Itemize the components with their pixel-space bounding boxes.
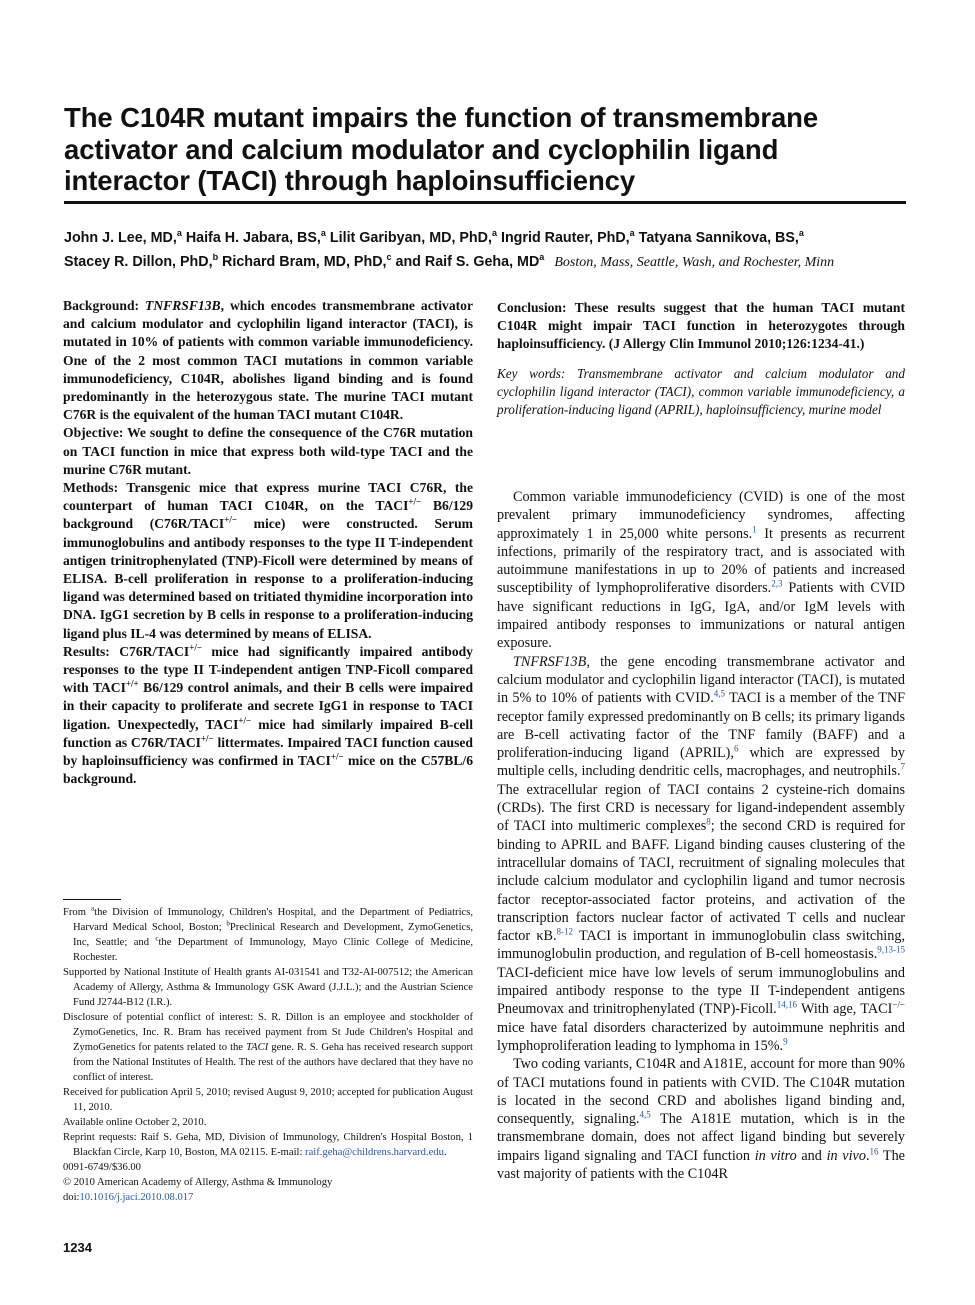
abstract-text: Transgenic mice that express murine TACI C76R, the counterpart of human TACI C104R, on the TACI	[63, 480, 474, 514]
body-paragraph	[497, 653, 905, 1056]
affil-mark: b	[212, 252, 219, 263]
citation-link[interactable]: 6	[733, 743, 739, 754]
author: Haifa H. Jabara, BS,	[185, 230, 321, 246]
abstract-objective	[63, 424, 473, 479]
italic-term: in vivo	[826, 1147, 866, 1164]
affil-mark: a	[798, 228, 804, 239]
body-text-run: Common variable immunodeficiency (CVID) is one of the most prevalent primary immunodeficiency syndromes, affecting approximately 1 in 25,000 white persons.	[497, 489, 905, 542]
body-text-run: , the gene encoding transmembrane activator and calcium modulator and cyclophilin ligand interactor (TACI), is mutated in 5% to 10% of patients with CVID.	[497, 653, 905, 707]
section-label: Objective:	[63, 425, 124, 441]
abstract-text: B6/129 control animals, and their B cells were impaired in their capacity to proliferate and secrete IgG1 in response to TACI ligation. Unexpectedly, TACI	[63, 680, 474, 732]
paper-title: The C104R mutant impairs the function of transmembrane activator and calcium modulator and cyclophilin ligand interactor (TACI) through haploinsufficiency	[64, 102, 819, 196]
author-list	[64, 226, 964, 275]
abstract	[63, 297, 473, 788]
abstract-text: C76R/TACI	[119, 643, 190, 659]
genotype-sup: +/−	[224, 514, 237, 525]
footnote-text: gene. R. S. Geha has received research support from the National Institutes of Health. The rest of the authors have declared that they have no conflict of interest.	[73, 1042, 473, 1083]
genotype-sup: +/−	[189, 642, 202, 653]
body-paragraph	[497, 1055, 905, 1183]
affil-mark: c	[155, 934, 159, 943]
section-label: Methods:	[63, 480, 119, 496]
body-text-run: TACI is a member of the TNF receptor family expressed predominantly on B cells; its primary ligands are B-cell activating factor of the TNF family (BAFF) and a proliferation-inducing ligand (APRIL),	[497, 690, 905, 762]
footnote-affiliations	[63, 905, 473, 965]
body-text-run: Patients with CVID have significant reductions in IgG, IgA, and/or IgM levels with impaired antibody responses to immunizations or natural antigen exposure.	[497, 580, 905, 652]
author: Stacey R. Dillon, PhD,	[64, 254, 213, 270]
citation-link[interactable]: 16	[869, 1145, 879, 1156]
citation-link[interactable]: 9	[783, 1036, 788, 1047]
gene-name: TNFRSF13B	[513, 653, 587, 670]
genotype-sup: +/+	[125, 678, 139, 689]
body-text-run: The extracellular region of TACI contains 2 cysteine-rich domains (CRDs). The first CRD is necessary for ligand-independent assembly of TACI into multimeric complexes	[497, 781, 905, 835]
affil-mark: a	[320, 228, 326, 239]
abstract-results	[63, 643, 473, 789]
footnote-text: From	[63, 907, 92, 918]
footnote-received: Received for publication April 5, 2010; revised August 9, 2010; accepted for publication August 11, 2010.	[63, 1087, 473, 1113]
citation-link[interactable]: 2,3	[771, 578, 783, 589]
footnote-issn: 0091-6749/$36.00	[63, 1162, 141, 1173]
section-label: Conclusion:	[497, 300, 567, 315]
keywords-label: Key words:	[497, 366, 566, 381]
body-text-run: The A181E mutation, which is in the transmembrane domain, does not affect ligand binding but severely impairs ligand signaling and TACI function	[497, 1111, 905, 1164]
body-text-run: Two coding variants, C104R and A181E, account for more than 90% of TACI mutations found in patients with CVID. The C104R mutation is located in the second CRD and abolishes ligand binding and, consequently, signaling.	[497, 1056, 905, 1128]
email-link[interactable]: raif.geha@childrens.harvard.edu	[305, 1147, 444, 1158]
abstract-background	[63, 297, 473, 424]
citation-link[interactable]: 1	[752, 523, 757, 534]
affil-mark: a	[539, 252, 545, 263]
body-text-run: which are expressed by multiple cells, including dendritic cells, macrophages, and neutrophils.	[497, 745, 905, 780]
body-text-run: ; the second CRD is required for binding to APRIL and BAFF. Ligand binding causes clustering of the intracellular domains of TACI, recruitment of signaling molecules that include calcium modulator and cyclophilin ligand and tumor necrosis factor receptor-associated factor proteins, and activation of the transcription factors nuclear factor of activated T cells and nuclear factor κB.	[497, 818, 905, 945]
citation-link[interactable]: 8	[706, 816, 711, 827]
author: and Raif S. Geha, MD	[395, 254, 540, 270]
genotype-sup: +/−	[200, 733, 214, 744]
section-label: Background:	[63, 298, 140, 313]
footnote-text: .	[443, 1147, 447, 1158]
abstract-text: B6/129 background (C76R/TACI	[63, 498, 473, 532]
abstract-text: mice) were constructed. Serum immunoglobulins and antibody responses to the type II T-independent antigen trinitrophenylated (TNP)-Ficoll were determined by means of ELISA. B-cell proliferation in response to a proliferation-inducing ligand was determined based on tritiated thymidine incorporation into DNA. IgG1 secretion by B cells in response to a proliferation-inducing ligand plus IL-4 was determined by means of ELISA.	[63, 516, 473, 641]
affil-mark: c	[386, 252, 392, 263]
page-number: 1234	[63, 1240, 92, 1255]
affil-mark: a	[176, 228, 182, 239]
keywords-text: Transmembrane activator and calcium modulator and cyclophilin ligand interactor (TACI), common variable immunodeficiency, a proliferation-inducing ligand (APRIL), haploinsufficiency, murine model	[497, 366, 905, 418]
citation-link[interactable]: 4,5	[713, 688, 725, 699]
footnote-funding: Supported by National Institute of Health grants AI-031541 and T32-AI-007512; the American Academy of Allergy, Asthma & Immunology GSK Award (J.J.L.); and the Austrian Science Fund J2744-B12 (I.R.).	[63, 967, 473, 1008]
affil-mark: a	[91, 904, 95, 913]
abstract-methods	[63, 479, 473, 643]
citation-link[interactable]: 4,5	[639, 1109, 651, 1120]
affil-mark: b	[226, 919, 230, 928]
footnote-conflict	[63, 1010, 473, 1085]
gene-name: TNFRSF13B	[145, 298, 221, 313]
body-text-run: and	[796, 1147, 827, 1164]
genotype-sup: +/−	[330, 751, 344, 762]
body-text-run: .	[865, 1147, 870, 1164]
citation-link[interactable]: 7	[900, 761, 905, 772]
body-text-run: TACI is important in immunoglobulin class switching, immunoglobulin production, and regulation of B-cell homeostasis.	[497, 928, 905, 963]
footnote-text: the Division of Immunology, Children's Hospital, and the Department of Pediatrics, Harvard Medical School, Boston;	[73, 907, 473, 933]
author: John J. Lee, MD,	[64, 230, 177, 246]
genotype-sup: +/−	[238, 715, 252, 726]
abstract-text: These results suggest that the human TACI mutant C104R might impair TACI function in heterozygotes through haploinsufficiency. (J Allergy Clin Immunol 2010;126:1234-41.)	[497, 300, 905, 352]
body-text-run: It presents as recurrent infections, primarily of the respiratory tract, and is associated with autoimmune manifestations in up to 20% of patients and increased susceptibility of lymphoproliferative disorders.	[497, 525, 905, 597]
affiliation-places: Boston, Mass, Seattle, Wash, and Rochester, Minn	[554, 255, 835, 270]
footnote-text: Preclinical Research and Development, ZymoGenetics, Inc, Seattle; and	[73, 922, 473, 948]
body-text-run: With age, TACI	[796, 1001, 893, 1018]
genotype-sup: −/−	[892, 999, 906, 1010]
author: Tatyana Sannikova, BS,	[638, 230, 799, 246]
abstract-text: mice had similarly impaired B-cell function as C76R/TACI	[63, 716, 473, 750]
footnote-text: the Department of Immunology, Mayo Clinic College of Medicine, Rochester.	[73, 937, 473, 963]
abstract-text: mice on the C57BL/6 background.	[63, 753, 474, 787]
footnote-doi	[63, 1190, 473, 1205]
citation-link[interactable]: 8-12	[556, 926, 573, 937]
abstract-text: mice had significantly impaired antibody responses to the type II T-independent antigen TNP-Ficoll compared with TACI	[63, 643, 473, 696]
body-text-run: The vast majority of patients with the C104R	[497, 1147, 905, 1182]
body-text	[497, 488, 905, 1183]
gene-name: TACI	[246, 1042, 269, 1053]
body-text-run: mice have fatal disorders characterized by autoimmune nephritis and lymphoproliferation leading to lymphoma in 15%.	[497, 1019, 905, 1054]
italic-term: in vitro	[754, 1147, 797, 1164]
footnote-text: Reprint requests: Raif S. Geha, MD, Division of Immunology, Children's Hospital Boston, 1 Blackfan Circle, Karp 10, Boston, MA 02115. E-mail:	[63, 1132, 473, 1158]
body-text-run: TACI-deficient mice have low levels of serum immunoglobulins and impaired antibody response to the type II T-independent antigens Pneumovax and trinitrophenylated (TNP)-Ficoll.	[497, 964, 905, 1018]
genotype-sup: +/−	[408, 496, 422, 507]
abstract-text: , which encodes transmembrane activator and calcium modulator and cyclophilin ligand interactor (TACI), is mutated in 10% of patients with common variable immunodeficiency. One of the 2 most common TACI mutations in common variable immunodeficiency, C104R, abolishes ligand binding and is found predominantly in the heterozygous state. The murine TACI mutant C76R is the equivalent of the human TACI mutant C104R.	[63, 298, 473, 423]
citation-link[interactable]: 14,16	[776, 999, 797, 1010]
footnote-available: Available online October 2, 2010.	[63, 1117, 207, 1128]
affil-mark: a	[491, 228, 497, 239]
author: Lilit Garibyan, MD, PhD,	[329, 230, 492, 246]
keywords	[497, 365, 905, 420]
citation-link[interactable]: 9,13-15	[877, 944, 905, 955]
abstract-text: We sought to define the consequence of the C76R mutation on TACI function in mice that express both wild-type TACI and the murine C76R mutant.	[63, 425, 473, 477]
footnote-copyright: © 2010 American Academy of Allergy, Asthma & Immunology	[63, 1177, 333, 1188]
abstract-conclusion	[497, 299, 905, 354]
title-rule	[64, 201, 906, 204]
footnote-reprint	[63, 1130, 473, 1160]
doi-link[interactable]: 10.1016/j.jaci.2010.08.017	[79, 1192, 194, 1203]
abstract-text: littermates. Impaired TACI function caused by haploinsufficiency was confirmed in TACI	[63, 734, 473, 769]
author: Ingrid Rauter, PhD,	[500, 230, 630, 246]
affil-mark: a	[629, 228, 635, 239]
body-paragraph	[497, 488, 905, 653]
section-label: Results:	[63, 643, 110, 659]
title-block	[64, 102, 906, 197]
footnote-text: doi:	[63, 1192, 80, 1203]
footnotes	[63, 905, 473, 1205]
author: Richard Bram, MD, PhD,	[222, 254, 387, 270]
footnote-rule	[63, 899, 121, 900]
footnote-text: Disclosure of potential conflict of interest: S. R. Dillon is an employee and stockholder of ZymoGenetics, Inc. R. Bram has received payment from St Jude Children's Hospital and ZymoGenetics for patents related to the	[63, 1012, 473, 1053]
